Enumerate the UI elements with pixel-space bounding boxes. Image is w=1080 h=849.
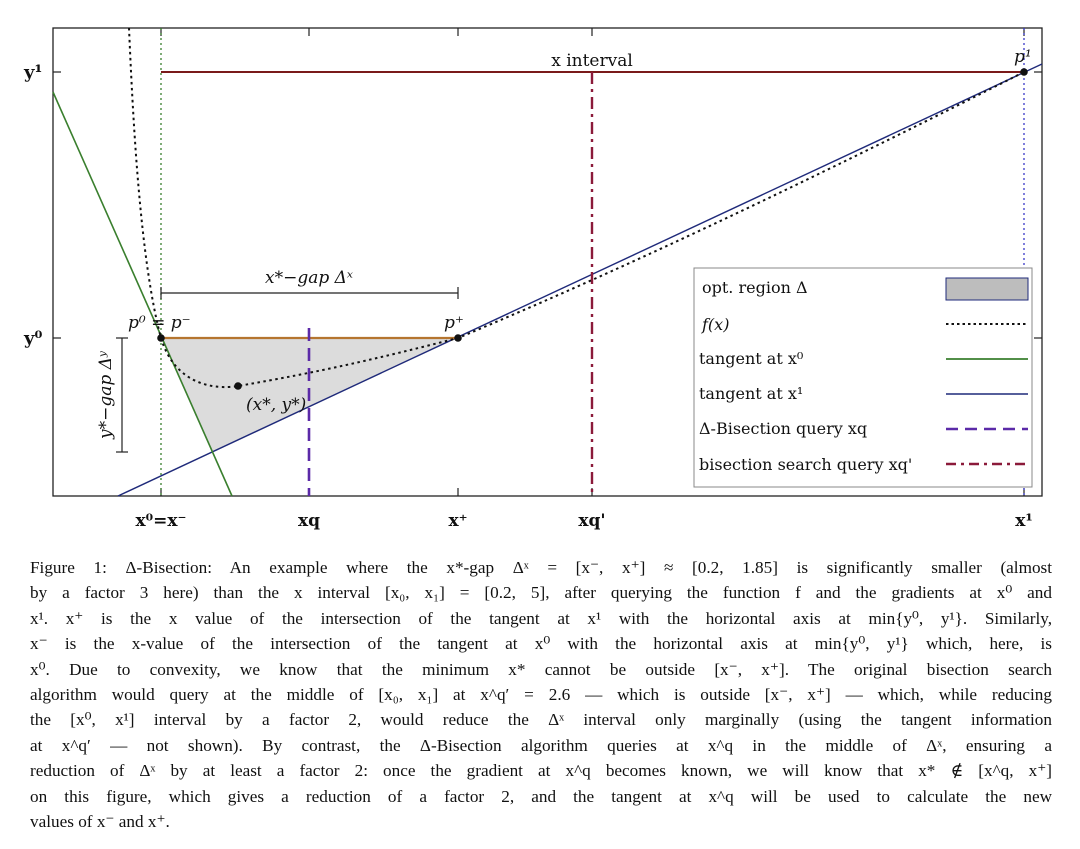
point-p1	[1020, 68, 1028, 76]
x-interval-label: x interval	[551, 51, 633, 71]
caption-line: x⁻ is the x-value of the intersection of the tangent at x⁰ with the horizontal axis at min{y⁰, y¹} which, here, is	[30, 634, 1052, 654]
caption-line: x⁰. Due to convexity, we know that the minimum x* cannot be outside [x⁻, x⁺]. The original bisection search	[30, 659, 1052, 679]
xq-tick-label: xq	[297, 511, 321, 531]
point-min	[234, 382, 242, 390]
legend	[694, 268, 1032, 487]
legend-label-fx: f(x)	[702, 315, 730, 334]
caption-line: on this figure, which gives a reduction of a factor 2, and the tangent at x^q will be used to calculate the new	[30, 786, 1052, 806]
caption-line: the [x⁰, x¹] interval by a factor 2, would reduce the Δˣ interval only marginally (using the tangent information	[30, 710, 1052, 730]
ygap-bracket	[116, 338, 128, 452]
legend-label-opt-region: opt. region Δ	[702, 278, 808, 297]
x1-tick-label: x¹	[1015, 511, 1033, 531]
caption-line: Figure 1: Δ-Bisection: An example where the x*-gap Δˣ = [x⁻, x⁺] ≈ [0.2, 1.85] is significantly smaller (almost	[30, 558, 1052, 577]
legend-label-tangent0: tangent at x⁰	[699, 349, 804, 368]
y0-tick-label: y⁰	[24, 328, 43, 349]
caption-line: values of x⁻ and x⁺.	[30, 812, 170, 832]
xgap-label: x*−gap Δˣ	[265, 268, 353, 288]
point-p0	[157, 334, 165, 342]
xplus-tick-label: x⁺	[448, 511, 468, 531]
ygap-label: y*−gap Δʸ	[96, 351, 116, 439]
caption-line: x¹. x⁺ is the x value of the intersection of the tangent at x¹ with the horizontal axis at min{y⁰, y¹}. Similarly,	[30, 608, 1052, 628]
p1-label: p¹	[1014, 47, 1032, 67]
min-point-label: (x*, y*)	[246, 395, 307, 415]
legend-swatch-opt-region	[946, 278, 1028, 300]
x0-tick-label: x⁰=x⁻	[135, 511, 187, 531]
figure-caption	[30, 555, 1052, 834]
caption-line: algorithm would query at the middle of [x₀, x₁] at x^q′ = 2.6 — which is outside [x⁻, x⁺] — which, while reducing	[30, 685, 1052, 705]
legend-label-tangent1: tangent at x¹	[699, 384, 804, 403]
legend-label-xq: Δ-Bisection query xq	[699, 419, 868, 438]
caption-line: reduction of Δˣ by at least a factor 2: once the gradient at x^q becomes known, we will know that x* ∉ [x^q, x⁺]	[30, 761, 1052, 781]
point-pplus	[454, 334, 462, 342]
xgap-bracket	[161, 287, 458, 299]
tangent-x0-line	[53, 92, 232, 496]
xqprime-tick-label: xq'	[578, 511, 606, 531]
p0-label: p⁰ = p⁻	[128, 313, 191, 333]
caption-line: by a factor 3 here) than the x interval [x₀, x₁] = [0.2, 5], after querying the function f and the gradients at x⁰ and	[30, 583, 1052, 603]
y1-tick-label: y¹	[24, 62, 43, 83]
pplus-label: p⁺	[444, 313, 464, 333]
caption-line: at x^q′ — not shown). By contrast, the Δ-Bisection algorithm queries at x^q in the middle of Δˣ, ensuring a	[30, 735, 1052, 755]
legend-label-xqprime: bisection search query xq'	[699, 455, 913, 474]
